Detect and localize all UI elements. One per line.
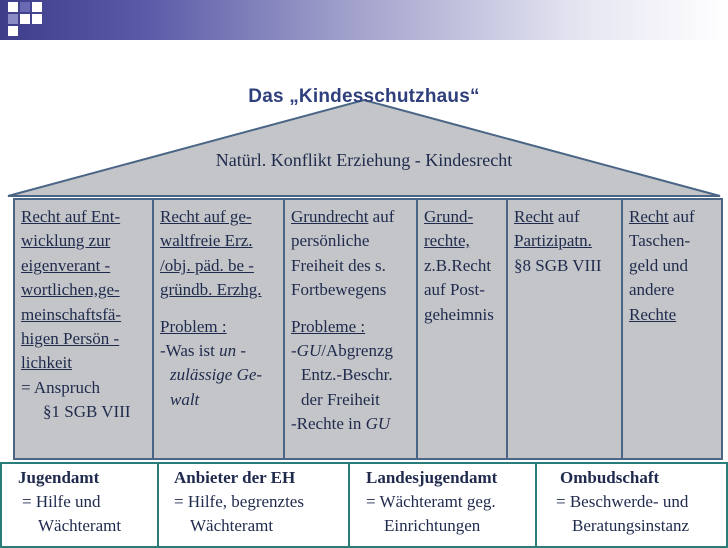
foundation-line: = Hilfe und <box>22 492 101 511</box>
foundation-heading: Ombudschaft <box>560 468 660 487</box>
pillar-line: Fortbewegens <box>291 280 387 300</box>
pillar-violence-free-upbringing <box>154 200 283 458</box>
house-roof <box>0 96 728 200</box>
foundation-heading: Jugendamt <box>18 468 100 487</box>
roof-text: Natürl. Konflikt Erziehung - Kindesrecht <box>215 150 513 170</box>
pillar-basic-rights <box>418 200 506 458</box>
pillar-line: andere <box>629 280 675 300</box>
roof-triangle <box>8 100 720 196</box>
pillar-line <box>514 205 618 229</box>
pillar-line: wortlichen,ge- <box>21 280 120 300</box>
foundation-landesjugendamt <box>366 466 497 538</box>
pillar-line: waltfreie Erz. <box>160 231 253 251</box>
pillar-line-italic: GU <box>365 414 391 434</box>
pillar-line-text: Grundrecht <box>291 207 369 226</box>
pillar-line-italic: un - <box>219 341 246 361</box>
decor-square <box>32 2 42 12</box>
decor-square <box>8 14 18 24</box>
pillar-line: geheimnis <box>424 304 494 324</box>
pillar-line: der Freiheit <box>301 389 380 409</box>
pillar-line: zulässige Ge- <box>170 365 263 385</box>
pillar-line-text: auf <box>368 207 395 226</box>
pillar-line: §1 SGB VIII <box>43 402 131 422</box>
pillar-line: auf Post- <box>424 280 485 300</box>
decor-square <box>8 26 18 36</box>
foundation-line: Einrichtungen <box>384 516 481 535</box>
pillar-line-text: - <box>291 341 297 361</box>
pillar-line: meinschaftsfä- <box>21 304 122 324</box>
decor-square <box>20 2 30 12</box>
pillar-line <box>291 412 413 436</box>
foundation-ombudschaft <box>556 466 689 538</box>
pillar-line-text: /Abgrenzg <box>321 341 393 361</box>
decorative-squares <box>0 0 60 40</box>
pillar-line: Rechte <box>629 304 677 324</box>
decor-square <box>8 2 18 12</box>
pillar-line-text: auf <box>668 207 695 226</box>
pillar-line: = Anspruch <box>21 377 100 397</box>
pillar-line-text: Recht <box>629 207 669 226</box>
pillar-problem-heading: Problem : <box>160 316 227 336</box>
foundation-divider <box>535 462 537 548</box>
pillar-line-text: auf <box>553 207 580 226</box>
foundation-anbieter <box>174 466 304 538</box>
pillar-line: lichkeit <box>21 353 72 373</box>
foundation-divider <box>348 462 350 548</box>
pillar-line: eigenverant - <box>21 255 111 275</box>
pillar-line <box>291 205 413 229</box>
pillar-line-text: Recht <box>514 207 554 226</box>
header-gradient-bar <box>0 0 728 40</box>
pillar-line <box>291 339 413 363</box>
pillar-line-italic: GU <box>296 341 322 361</box>
pillar-line: Freiheit des s. <box>291 255 386 275</box>
pillar-line: Taschen- <box>629 231 691 251</box>
pillar-line: Recht auf Ent- <box>21 207 121 226</box>
foundation-heading: Landesjugendamt <box>366 468 498 487</box>
pillar-line: §8 SGB VIII <box>514 255 602 275</box>
decor-square <box>20 14 30 24</box>
foundation-heading: Anbieter der EH <box>174 468 296 487</box>
pillar-line: rechte, <box>424 231 470 251</box>
pillar-line <box>160 339 280 363</box>
foundation-line: = Beschwerde- und <box>556 492 689 511</box>
foundation-line: Wächteramt <box>190 516 274 535</box>
foundation-line: = Hilfe, begrenztes <box>174 492 304 511</box>
pillar-line: gründb. Erzhg. <box>160 280 262 300</box>
pillar-line: Grund- <box>424 207 474 226</box>
pillar-line: Entz.-Beschr. <box>301 365 393 385</box>
pillar-line: persönliche <box>291 231 370 251</box>
pillar-pocket-money <box>623 200 721 458</box>
pillar-line: Partizipatn. <box>514 231 592 251</box>
pillar-line <box>629 205 718 229</box>
decor-square <box>32 14 42 24</box>
pillar-line: higen Persön - <box>21 329 120 349</box>
pillar-line: geld und <box>629 255 689 275</box>
foundation-line: Beratungsinstanz <box>572 516 690 535</box>
pillar-line-text: -Rechte in <box>291 414 366 434</box>
pillar-participation <box>508 200 621 458</box>
pillar-line: walt <box>170 389 200 409</box>
foundation-jugendamt <box>18 466 121 538</box>
diagram-title: Das „Kindesschutzhaus“ <box>248 86 480 107</box>
pillar-line-text: -Was ist <box>160 341 220 361</box>
pillar-line: wicklung zur <box>21 231 111 251</box>
pillar-line: /obj. päd. be - <box>160 255 254 275</box>
pillar-line: Recht auf ge- <box>160 207 252 226</box>
foundation-divider <box>157 462 159 548</box>
foundation-line: Wächteramt <box>38 516 122 535</box>
pillar-development-right <box>15 200 152 458</box>
pillar-line: z.B.Recht <box>424 255 492 275</box>
pillar-freedom-of-movement <box>285 200 416 458</box>
foundation-line: = Wächteramt geg. <box>366 492 496 511</box>
pillar-problem-heading: Probleme : <box>291 316 366 336</box>
